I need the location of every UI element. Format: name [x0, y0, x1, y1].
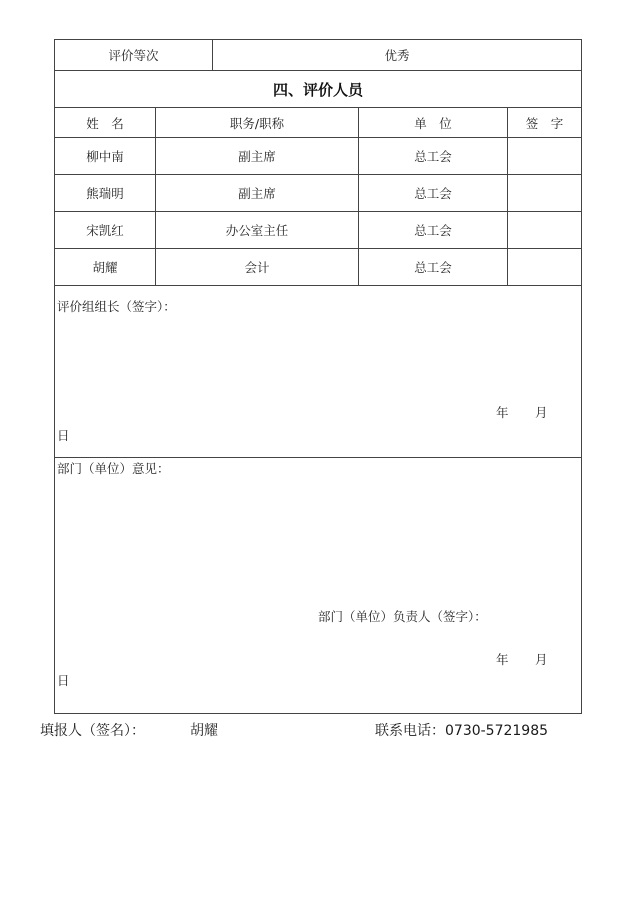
leader-date-year: 年 [496, 405, 509, 420]
member-header-row [55, 108, 581, 138]
filler-label: 填报人（签名）： [40, 723, 145, 739]
member-row [55, 175, 581, 212]
department-date-day: 日 [57, 673, 70, 688]
header-signature: 签 字 [525, 115, 564, 131]
department-signer-label: 部门（单位）负责人（签字）： [318, 609, 487, 624]
leader-signature-section [55, 286, 581, 458]
leader-signature-label: 评价组组长（签字）： [57, 299, 176, 314]
rating-value: 优秀 [384, 48, 410, 63]
section-title-row [55, 71, 581, 108]
member-position: 副主席 [156, 175, 359, 211]
member-row [55, 212, 581, 249]
member-row [55, 138, 581, 175]
department-opinion-section [55, 458, 581, 713]
member-row [55, 249, 581, 286]
phone-label: 联系电话： [375, 723, 445, 739]
member-unit: 总工会 [359, 175, 508, 211]
leader-date-day: 日 [57, 428, 70, 443]
member-unit: 总工会 [359, 138, 508, 174]
member-position: 副主席 [156, 138, 359, 174]
member-unit: 总工会 [359, 212, 508, 248]
member-position: 会计 [156, 249, 359, 285]
phone-number: 0730-5721985 [445, 723, 549, 739]
rating-label: 评价等次 [55, 40, 213, 70]
member-name: 熊瑞明 [55, 175, 156, 211]
member-name: 胡耀 [55, 249, 156, 285]
member-signature-cell [508, 175, 581, 211]
department-date-month: 月 [535, 652, 548, 667]
header-position: 职务/职称 [156, 108, 359, 137]
member-signature-cell [508, 212, 581, 248]
department-opinion-label: 部门（单位）意见： [57, 461, 170, 476]
filler-name: 胡耀 [190, 723, 218, 739]
member-position: 办公室主任 [156, 212, 359, 248]
evaluation-form-table [54, 39, 582, 714]
member-signature-cell [508, 138, 581, 174]
member-name: 宋凯红 [55, 212, 156, 248]
member-name: 柳中南 [55, 138, 156, 174]
header-name: 姓 名 [55, 108, 156, 137]
member-signature-cell [508, 249, 581, 285]
department-date-year: 年 [496, 652, 509, 667]
member-unit: 总工会 [359, 249, 508, 285]
phone-line [375, 723, 548, 739]
section-title: 四、评价人员 [272, 80, 363, 99]
rating-row [55, 40, 581, 71]
header-unit: 单 位 [359, 108, 508, 137]
leader-date-month: 月 [535, 405, 548, 420]
